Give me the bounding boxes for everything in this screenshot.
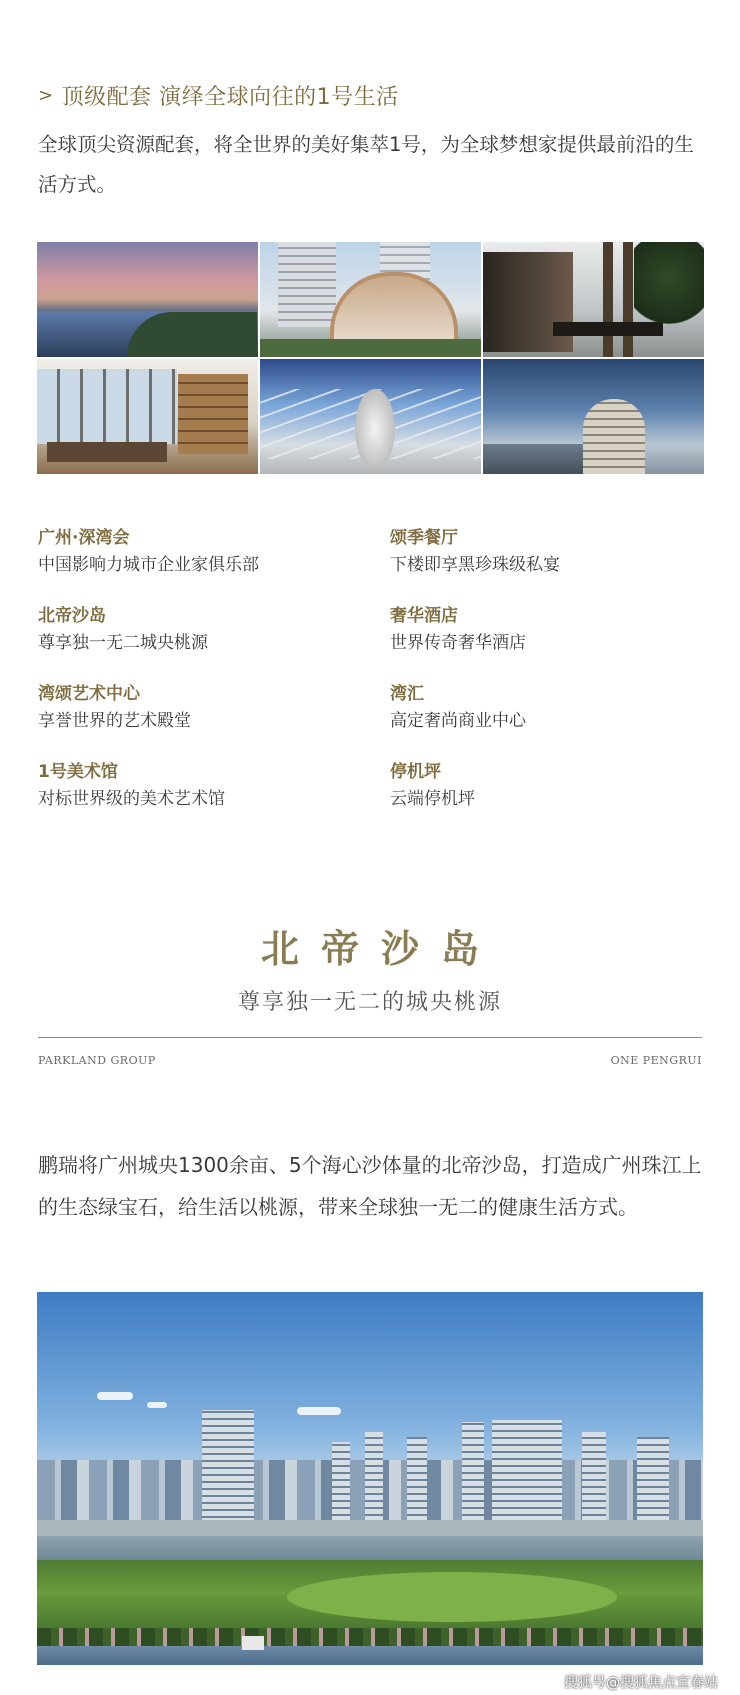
brand-right: ONE PENGRUI [610, 1054, 702, 1067]
amenity-name: 奢华酒店 [390, 606, 458, 626]
amenity-name: 停机坪 [390, 762, 441, 782]
intro-text: 全球顶尖资源配套，将全世界的美好集萃1号，为全球梦想家提供最前沿的生活方式。 [38, 133, 694, 196]
helipad-tower-photo [483, 359, 704, 474]
amenity-desc: 中国影响力城市企业家俱乐部 [38, 555, 259, 575]
feature-heading: 北帝沙岛 [260, 926, 501, 971]
brand-left: PARKLAND GROUP [38, 1054, 156, 1067]
list-item [390, 525, 702, 579]
amenity-list [38, 525, 702, 813]
city-skyline-photo [37, 242, 258, 357]
list-item [38, 759, 390, 813]
amenity-photo-grid [37, 242, 703, 474]
list-item [390, 681, 702, 735]
list-item [38, 681, 390, 735]
section-title-text: 顶级配套 演绎全球向往的1号生活 [61, 85, 399, 110]
watermark: 搜狐号@搜狐焦点宜春站 [564, 1675, 718, 1691]
feature-subheading: 尊享独一无二的城央桃源 [237, 990, 502, 1015]
island-park-photo [37, 1292, 703, 1665]
amenity-name: 湾颂艺术中心 [38, 684, 140, 704]
amenity-name: 北帝沙岛 [38, 606, 106, 626]
list-item [38, 525, 390, 579]
art-center-photo [260, 242, 481, 357]
amenity-desc: 享誉世界的艺术殿堂 [38, 711, 191, 731]
amenity-desc: 高定奢尚商业中心 [390, 711, 526, 731]
section-title [38, 80, 399, 111]
list-item [390, 603, 702, 657]
amenity-name: 湾汇 [390, 684, 424, 704]
amenity-desc: 世界传奇奢华酒店 [390, 633, 526, 653]
chevron-right-icon: > [38, 85, 54, 106]
amenity-desc: 尊享独一无二城央桃源 [38, 633, 208, 653]
divider [38, 1037, 702, 1038]
hotel-entrance-photo [483, 242, 704, 357]
feature-paragraph: 鹏瑞将广州城央1300余亩、5个海心沙体量的北帝沙岛，打造成广州珠江上的生态绿宝石，给生活以桃源，带来全球独一无二的健康生活方式。 [38, 1153, 702, 1219]
amenity-name: 1号美术馆 [38, 762, 118, 782]
mall-atrium-photo [260, 359, 481, 474]
amenity-desc: 云端停机坪 [390, 789, 475, 809]
restaurant-photo [37, 359, 258, 474]
amenity-name: 颂季餐厅 [390, 528, 458, 548]
list-item [38, 603, 390, 657]
amenity-desc: 对标世界级的美术艺术馆 [38, 789, 225, 809]
list-item [390, 759, 702, 813]
amenity-desc: 下楼即享黑珍珠级私宴 [390, 555, 560, 575]
amenity-name: 广州·深湾会 [38, 528, 130, 548]
